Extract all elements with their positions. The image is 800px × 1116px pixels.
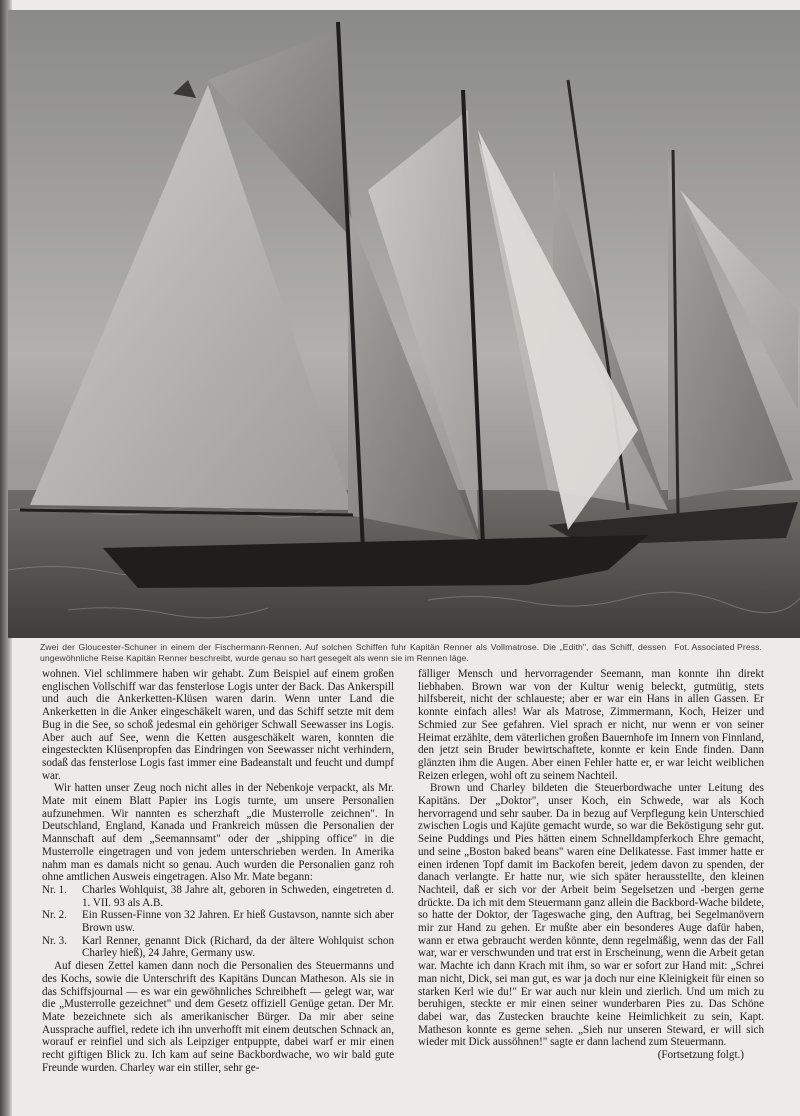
crew-entry [42,909,394,934]
paragraph: wohnen. Viel schlimmere haben wir gehabt. Zum Beispiel auf einem großen englischen Vollschiff war das fensterlose Logis unter der Back. Das Ankerspill und auch die Ankerketten-Klüsen waren darin. Wenn unter Land die Ankerketten in die Anker eingeschäkelt waren, und das Schiff setzte mit dem Bug in die See, so schoß jedesmal ein gehöriger Schwall Seewasser ins Logis. Aber auch auf See, wenn die Ketten ausgeschäkelt waren, konnten die eingesteckten Klüsenpropfen das Eindringen von Seewasser nicht verhindern, sodaß das fensterlose Logis fast immer eine Badeanstalt und feucht und dumpf war. [42,668,394,782]
crew-description: Charles Wohlquist, 38 Jahre alt, geboren in Schweden, eingetreten d. 1. VII. 93 als A.B. [82,883,394,909]
paragraph: fälliger Mensch und hervorragender Seemann, man konnte ihn direkt liebhaben. Brown war von der Kultur wenig beleckt, gutmütig, stets hilfsbereit, nicht der schlaueste; aber er war ein Hans in allen Gassen. Er konnte einfach alles! War als Matrose, Zimmermann, Koch, Heizer und Schmied zur See gefahren. Viel sprach er nicht, nur wenn er von seiner Heimat erzählte, dem väterlichen großen Bauernhofe im Innern von Finnland, den jetzt sein Bruder bewirtschaftete, konnte er kein Ende finden. Dann glänzten ihm die Augen. Aber einen Fehler hatte er, er war leicht weiblichen Reizen erlegen, wohl oft zu seinem Nachteil. [418,668,764,782]
caption-text: Zwei der Gloucester-Schuner in einem der Fischermann-Rennen. Auf solchen Schiffen fuhr Kapitän Renner als Vollmatrose. Die „Edith", das Schiff, dessen ungewöhnliche Reise Kapitän Renner beschreibt, wurde genau so hart gesegelt als wenn sie im Rennen läge. [40,642,667,663]
paragraph: Brown und Charley bildeten die Steuerbordwache unter Leitung des Kapitäns. Der „Doktor", unser Koch, ein Schwede, war als Koch hervorragend und sehr sauber. Da in bezug auf Verpflegung kein Unterschied zwischen Logis und Kajüte gemacht wurde, so war die Beköstigung sehr gut. Seine Puddings und Pies hätten einem Schnelldampferkoch Ehre gemacht, und seine „Boston baked beans" waren eine Delikatesse. Fast immer hatte er einen irdenen Topf damit im Backofen bereit, jedem davon zu spenden, der danach verlangte. Er hatte nur, wie sich später herausstellte, den kleinen Nachteil, daß er sich vor der Arbeit beim Segelsetzen und -bergen gerne drückte. Da ich mit dem Steuermann ganz allein die Backbord-Wache bildete, so hatte der Doktor, der Tageswache ging, den Auftrag, bei Segelmanövern mir zur Hand zu gehen. Er mußte aber ein besonderes Auge dafür haben, wann er etwa gebraucht werden könnte, denn regelmäßig, wenn das der Fall war, war er verschwunden und trat erst in Erscheinung, wenn die Arbeit getan war. Machte ich dann Krach mit ihm, so war er sofort zur Hand mit: „Schrei man nicht, Dick, sei man gut, es war ja doch nur eine Kleinigkeit für einen so starken Kerl wie du!" Er war auch nur klein und zierlich. Und um mich zu beruhigen, steckte er mir einen seiner wunderbaren Pies zu. Das Schöne dabei war, das Zustecken brauchte keine Heimlichkeit zu sein, Kapt. Matheson konnte es gerne sehen. „Sieh nur unseren Steward, er will sich wieder mit Dick aussöhnen!" sagte er dann lachend zum Steuermann. [418,782,764,1049]
crew-number: Nr. 1. [42,883,67,896]
right-text-column [418,668,764,1062]
crew-number: Nr. 3. [42,934,67,947]
left-text-column [42,668,394,1075]
crew-entry [42,935,394,960]
paragraph: Wir hatten unser Zeug noch nicht alles in der Nebenkoje verpackt, als Mr. Mate mit einem Blatt Papier ins Logis turnte, um unsere Personalien aufzunehmen. Wir nannten es scherzhaft „die Musterrolle zeichnen". In Deutschland, England, Kanada und Frankreich müssen die Personalien der Mannschaft auf dem „Seemannsamt" oder der „shipping office" in die Musterrolle eingetragen und von jedem unterschrieben werden. In Amerika nahm man es damals nicht so genau. Auch wurden die Personalien ganz roh ohne amtlichen Ausweis eingetragen. Also Mr. Mate begann: [42,782,394,884]
photo-caption [40,642,762,664]
crew-list [42,884,394,960]
crew-number: Nr. 2. [42,909,67,922]
crew-description: Karl Renner, genannt Dick (Richard, da der ältere Wohlquist schon Charley hieß), 24 Jahre, Germany usw. [82,934,394,960]
paragraph: Auf diesen Zettel kamen dann noch die Personalien des Steuermanns und des Kochs, sowie die Unterschrift des Kapitäns Duncan Matheson. Als sie in das Schiffsjournal — es war ein gewöhnliches Schreibheft — gelegt war, war die „Musterrolle gezeichnet" und dem Gesetz offiziell Genüge getan. Der Mr. Mate bezeichnete sich als amerikanischer Bürger. Da mir aber seine Aussprache auffiel, redete ich ihn unverhofft mit einem deutschen Schnack an, worauf er reinfiel und sich als Leipziger entpuppte, dabei warf er mir einen recht giftigen Blick zu. Ich kam auf seine Backbordwache, wo wir bald gute Freunde wurden. Charley war ein stiller, sehr ge- [42,960,394,1074]
schooner-race-photo [8,10,800,638]
crew-entry [42,884,394,909]
continuation-note: (Fortsetzung folgt.) [657,1049,744,1062]
crew-description: Ein Russen-Finne von 32 Jahren. Er hieß Gustavson, nannte sich aber Brown usw. [82,909,394,935]
photo-credit: Fot. Associated Press. [674,642,762,652]
